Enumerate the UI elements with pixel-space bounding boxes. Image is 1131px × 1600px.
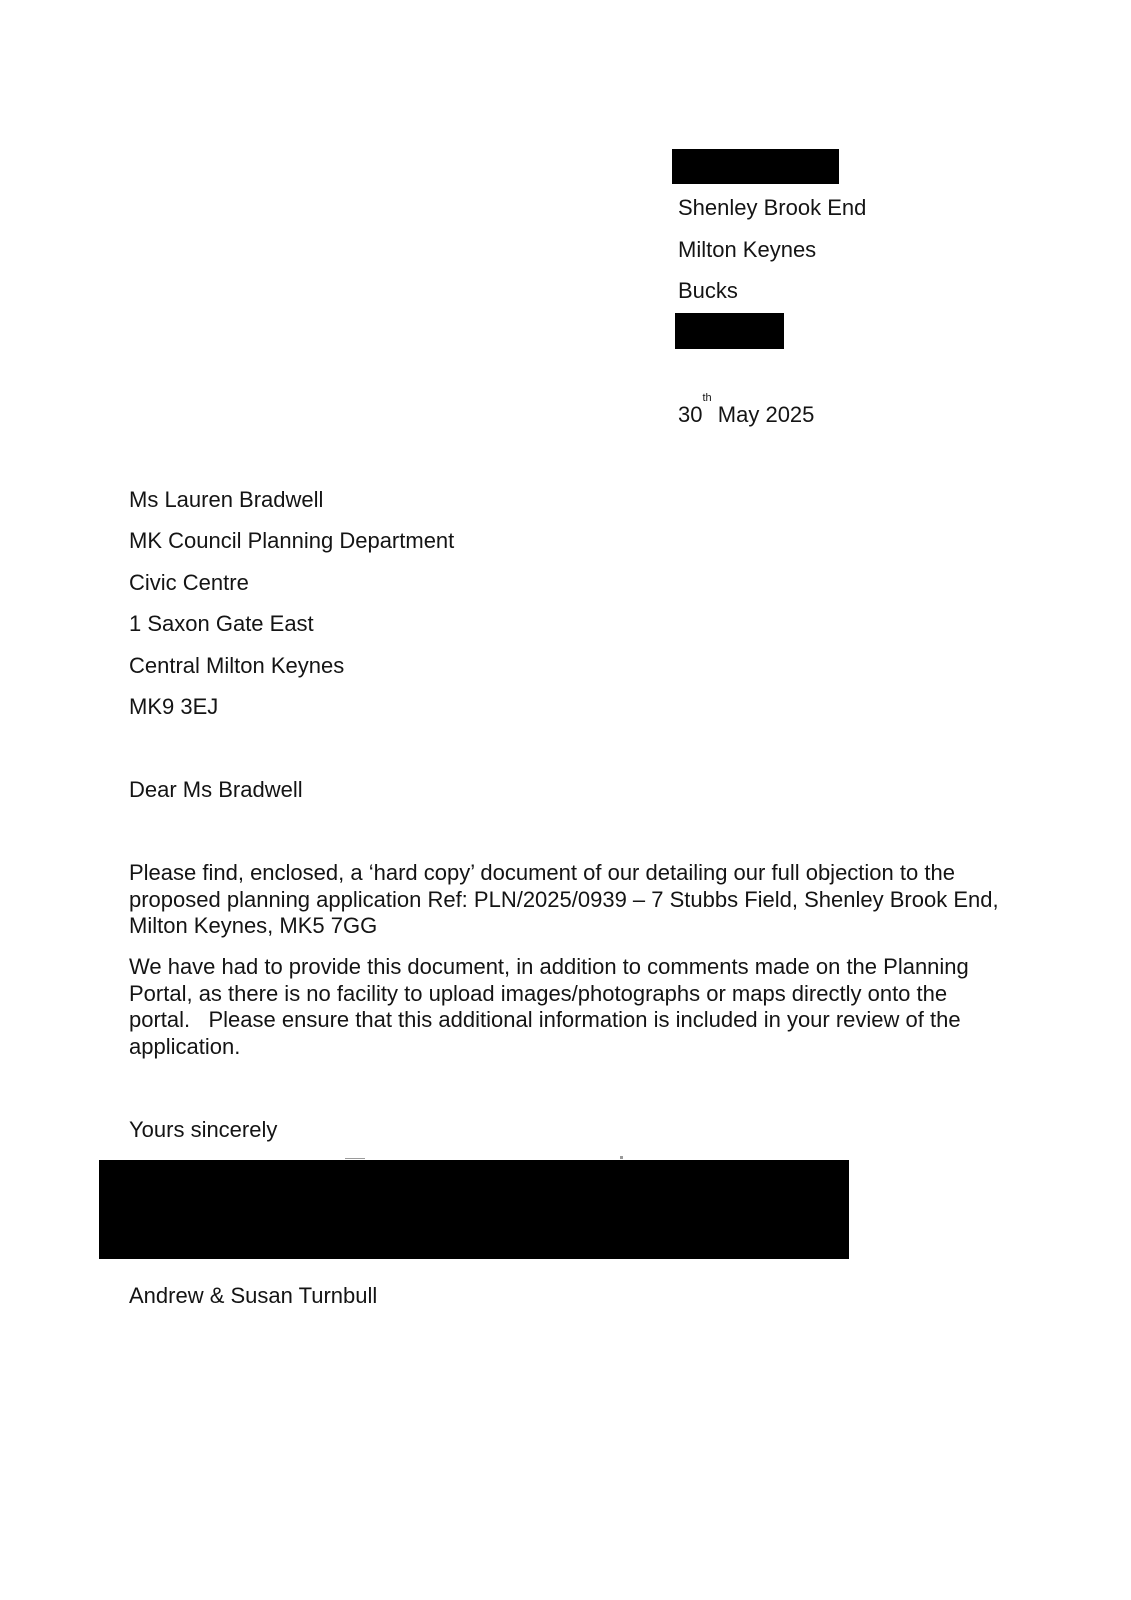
closing: Yours sincerely: [129, 1117, 278, 1142]
sender-address-line-3: Bucks: [678, 278, 738, 303]
recipient-line-6: MK9 3EJ: [129, 694, 219, 719]
letter-date: [678, 392, 815, 428]
recipient-line-5: Central Milton Keynes: [129, 653, 345, 678]
body-paragraph-1: Please find, enclosed, a ‘hard copy’ document of our detailing our full objection to the proposed planning application Ref: PLN/2025/0939 – 7 Stubbs Field, Shenley Brook End, Milton Keynes, MK5 7GG: [129, 860, 999, 938]
salutation: Dear Ms Bradwell: [129, 777, 303, 802]
date-day: 30: [678, 402, 703, 427]
scan-speck: [620, 1156, 623, 1159]
date-ordinal-suffix: th: [702, 392, 712, 404]
date-month-year: May 2025: [711, 402, 815, 427]
redacted-house-address: [672, 149, 839, 184]
body-paragraph-2: We have had to provide this document, in addition to comments made on the Planning Portal, as there is no facility to upload images/photographs or maps directly onto the portal. Please ensure that this additional information is included in your review of the application.: [129, 954, 975, 1059]
recipient-line-4: 1 Saxon Gate East: [129, 611, 314, 636]
sender-address-line-1: Shenley Brook End: [678, 195, 867, 220]
redacted-postcode: [675, 313, 784, 349]
redacted-signature: [99, 1160, 849, 1259]
sender-address-line-2: Milton Keynes: [678, 237, 817, 262]
recipient-line-2: MK Council Planning Department: [129, 528, 455, 553]
scan-speck: [345, 1158, 365, 1159]
recipient-line-1: Ms Lauren Bradwell: [129, 487, 324, 512]
signatory-name: Andrew & Susan Turnbull: [129, 1283, 378, 1308]
recipient-line-3: Civic Centre: [129, 570, 249, 595]
